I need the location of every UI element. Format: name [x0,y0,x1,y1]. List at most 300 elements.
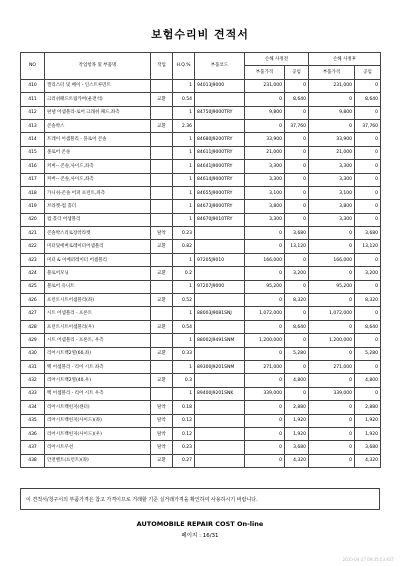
row-before-price: 1,072,000 [245,307,285,320]
row-after-labor: 8,640 [355,320,381,333]
row-no: 435 [21,414,45,427]
row-hq: 0.18 [173,401,195,414]
row-after-labor: 1,920 [355,427,381,440]
row-no: 422 [21,240,45,253]
table-row [21,267,381,280]
row-name: 컵 홀더 어셈블리 [45,213,151,226]
row-work: 탈착 [151,227,173,240]
row-name: 리어시트백2열(40,우) [45,374,151,387]
row-before-labor: 0 [285,106,309,119]
row-work [151,307,173,320]
row-before-labor: 5,280 [285,347,309,360]
table-row [21,160,381,173]
row-before-labor: 37,760 [285,119,309,132]
row-after-labor: 8,640 [355,93,381,106]
row-code: 84641J9000TRY [195,160,245,173]
row-after-price: 0 [309,441,355,454]
table-row [21,106,381,119]
row-code: 84655J9000TRY [195,186,245,199]
row-code: 84680J9200TRY [195,133,245,146]
row-work: 탈착 [151,427,173,440]
row-work [151,133,173,146]
col-work: 작업 [151,53,173,80]
estimate-table [20,52,381,468]
table-row [21,320,381,333]
row-code [195,93,245,106]
row-no: 420 [21,213,45,226]
row-work [151,79,173,92]
row-no: 412 [21,106,45,119]
col-before: 손해 사정전 [245,53,309,66]
row-before-labor: 0 [285,133,309,146]
row-after-labor: 0 [355,360,381,373]
row-no: 414 [21,133,45,146]
row-code: 97207J9000 [195,280,245,293]
row-after-labor: 2,880 [355,401,381,414]
row-hq: 1 [173,280,195,293]
row-name: 브라켓-컵 홀더 [45,200,151,213]
row-hq: 1 [173,160,195,173]
row-code [195,119,245,132]
row-hq: 0.23 [173,227,195,240]
row-before-price: 271,000 [245,360,285,373]
row-no: 411 [21,93,45,106]
row-no: 432 [21,374,45,387]
row-before-price: 3,800 [245,200,285,213]
row-before-price: 339,000 [245,387,285,400]
row-after-labor: 0 [355,79,381,92]
row-hq: 1 [173,106,195,119]
row-name: 커버-- 콘솔,사이드,좌측 [45,173,151,186]
row-after-labor: 37,760 [355,119,381,132]
row-after-labor: 0 [355,334,381,347]
row-after-price: 0 [309,374,355,387]
row-after-labor: 0 [355,213,381,226]
table-row [21,93,381,106]
row-after-price: 3,300 [309,173,355,186]
row-before-price: 0 [245,320,285,333]
row-code [195,374,245,387]
row-after-price: 1,200,000 [309,334,355,347]
col-hq: H.Q.% [173,53,195,80]
row-work [151,200,173,213]
row-no: 425 [21,280,45,293]
row-no: 424 [21,267,45,280]
row-code [195,401,245,414]
row-name: 크러쉬패드트림카버(운전석) [45,93,151,106]
row-no: 413 [21,119,45,132]
table-row [21,374,381,387]
row-no: 421 [21,227,45,240]
row-after-labor: 5,280 [355,347,381,360]
row-hq: 0.27 [173,454,195,467]
row-work: 교환 [151,320,173,333]
row-hq: 0.2 [173,267,195,280]
row-hq: 0.23 [173,441,195,454]
row-no: 427 [21,307,45,320]
row-work: 교환 [151,374,173,387]
row-hq: 2.36 [173,119,195,132]
table-row [21,454,381,467]
row-work [151,334,173,347]
row-before-price: 3,300 [245,173,285,186]
row-before-labor: 0 [285,200,309,213]
row-code [195,454,245,467]
row-code: 97205J9010 [195,253,245,266]
row-hq: 1 [173,387,195,400]
row-after-labor: 0 [355,253,381,266]
table-row [21,79,381,92]
row-after-price: 271,000 [309,360,355,373]
row-after-labor: 0 [355,146,381,159]
row-after-labor: 0 [355,106,381,119]
row-before-price: 0 [245,441,285,454]
col-no: NO [21,53,45,80]
row-after-labor: 0 [355,307,381,320]
row-hq: 1 [173,200,195,213]
row-name: 몰로어 콘솔 [45,146,151,159]
row-before-labor: 0 [285,253,309,266]
row-before-labor: 0 [285,79,309,92]
row-hq: 1 [173,253,195,266]
row-name: 백 어셈블리 - 리어 시트 우측 [45,387,151,400]
row-before-price: 0 [245,119,285,132]
table-row [21,240,381,253]
table-row [21,146,381,159]
table-row [21,334,381,347]
row-after-labor: 4,320 [355,454,381,467]
row-work: 교환 [151,119,173,132]
row-no: 436 [21,427,45,440]
row-name: 리어시트백힌지(센터) [45,401,151,414]
row-name: 블로어 유니트 [45,280,151,293]
table-row [21,347,381,360]
table-row [21,280,381,293]
row-code: 84750J9000TRY [195,106,245,119]
row-code: 84614J9000TRY [195,173,245,186]
table-row [21,186,381,199]
row-name: 판넬 어셈블리-로어 크래쉬 패드,좌측 [45,106,151,119]
row-no: 437 [21,441,45,454]
row-work [151,360,173,373]
row-before-labor: 0 [285,173,309,186]
row-after-labor: 1,920 [355,414,381,427]
row-code [195,294,245,307]
row-before-price: 0 [245,414,285,427]
row-after-price: 166,000 [309,253,355,266]
row-after-labor: 0 [355,186,381,199]
row-before-labor: 8,640 [285,320,309,333]
row-before-price: 1,200,000 [245,334,285,347]
row-work: 교환 [151,240,173,253]
row-name: 트레이 어셈블리 - 플로어 콘솔 [45,133,151,146]
row-before-price: 0 [245,347,285,360]
row-before-labor: 0 [285,213,309,226]
row-work: 교환 [151,93,173,106]
row-before-labor: 3,680 [285,441,309,454]
row-code [195,320,245,333]
row-after-price: 3,300 [309,213,355,226]
row-work [151,387,173,400]
row-hq: 1 [173,133,195,146]
row-hq: 1 [173,213,195,226]
row-code [195,267,245,280]
row-code: 89300J9201SNM [195,360,245,373]
row-work: 교환 [151,454,173,467]
row-before-labor: 0 [285,186,309,199]
footer-title: AUTOMOBILE REPAIR COST On-line [136,520,264,528]
row-before-labor: 4,800 [285,374,309,387]
row-after-price: 3,100 [309,186,355,199]
row-hq: 1 [173,146,195,159]
row-after-price: 0 [309,119,355,132]
row-after-price: 0 [309,227,355,240]
row-after-price: 0 [309,320,355,333]
row-before-labor: 3,680 [285,227,309,240]
row-before-price: 0 [245,93,285,106]
row-before-price: 0 [245,427,285,440]
row-after-labor: 8,320 [355,294,381,307]
row-work: 탈착 [151,414,173,427]
row-after-labor: 0 [355,133,381,146]
row-work [151,146,173,159]
table-row [21,427,381,440]
row-no: 423 [21,253,45,266]
row-before-price: 231,000 [245,79,285,92]
table-row [21,200,381,213]
row-name: 프런트시트어셈블리(좌) [45,294,151,307]
row-before-price: 9,800 [245,106,285,119]
row-code [195,427,245,440]
print-timestamp: 2020-04-27 09:35:53 KST [342,557,394,562]
row-no: 438 [21,454,45,467]
row-hq: 0.3 [173,374,195,387]
page-number: 페이지 : 16/31 [181,533,219,539]
row-after-price: 0 [309,401,355,414]
row-after-price: 0 [309,347,355,360]
row-hq: 1 [173,334,195,347]
col-before-labor: 공임 [285,66,309,79]
table-row [21,173,381,186]
row-hq: 0.12 [173,414,195,427]
row-before-labor: 0 [285,280,309,293]
row-after-price: 0 [309,454,355,467]
row-name: 시트 어셈블리 - 프론트 [45,307,151,320]
row-before-labor: 13,120 [285,240,309,253]
row-after-labor: 0 [355,160,381,173]
row-no: 417 [21,173,45,186]
row-work [151,253,173,266]
row-before-price: 3,300 [245,213,285,226]
row-name: 안전벨트(프런트)(좌) [45,454,151,467]
row-after-labor: 3,200 [355,267,381,280]
col-code: 부품코드 [195,53,245,80]
row-no: 433 [21,387,45,400]
row-after-price: 0 [309,427,355,440]
row-before-price: 0 [245,227,285,240]
row-name: 콘솔박스 [45,119,151,132]
row-after-labor: 3,680 [355,441,381,454]
row-hq: 0.54 [173,320,195,333]
row-name: 미터 & 이베퍼레이터 어셈블리 [45,253,151,266]
row-no: 410 [21,79,45,92]
row-after-labor: 0 [355,387,381,400]
row-before-labor: 8,640 [285,93,309,106]
row-before-labor: 0 [285,387,309,400]
row-before-price: 0 [245,240,285,253]
row-work: 교환 [151,347,173,360]
col-after-labor: 공임 [355,66,381,79]
row-after-price: 3,300 [309,160,355,173]
row-hq: 1 [173,360,195,373]
row-no: 419 [21,200,45,213]
row-name: 백 어셈블리 - 리어 시트 좌측 [45,360,151,373]
row-no: 431 [21,360,45,373]
table-row [21,294,381,307]
row-after-price: 1,072,000 [309,307,355,320]
row-before-price: 0 [245,267,285,280]
row-work [151,160,173,173]
row-hq: 0.52 [173,294,195,307]
table-row [21,441,381,454]
row-code: 89400J9201SNK [195,387,245,400]
row-before-price: 0 [245,401,285,414]
col-after: 손해 사정후 [309,53,381,66]
row-no: 429 [21,334,45,347]
row-after-labor: 13,120 [355,240,381,253]
row-work [151,213,173,226]
row-after-price: 3,800 [309,200,355,213]
row-before-labor: 0 [285,307,309,320]
row-name: 리어시트쿠션 [45,441,151,454]
row-no: 418 [21,186,45,199]
row-before-labor: 4,320 [285,454,309,467]
row-after-price: 0 [309,267,355,280]
header-row [21,53,381,66]
row-no: 428 [21,320,45,333]
row-before-price: 3,300 [245,160,285,173]
table-row [21,213,381,226]
row-before-price: 3,100 [245,186,285,199]
row-no: 416 [21,160,45,173]
row-hq: 0.33 [173,347,195,360]
row-code: 84673J9000TRY [195,200,245,213]
col-name: 작업항목 및 부품명 [45,53,151,80]
row-hq: 0.82 [173,240,195,253]
row-code [195,347,245,360]
row-before-price: 0 [245,454,285,467]
row-before-labor: 1,920 [285,414,309,427]
row-after-price: 33,900 [309,133,355,146]
row-no: 426 [21,294,45,307]
row-after-price: 231,000 [309,79,355,92]
table-row [21,253,381,266]
row-before-price: 166,000 [245,253,285,266]
row-work: 탈착 [151,441,173,454]
row-name: 블로어모닝 [45,267,151,280]
row-name: 리어시트백힌지(사이드)(좌) [45,414,151,427]
row-work: 탈착 [151,401,173,414]
table-row [21,307,381,320]
row-before-labor: 3,200 [285,267,309,280]
row-work [151,186,173,199]
table-row [21,401,381,414]
row-after-labor: 0 [355,200,381,213]
table-row [21,133,381,146]
table-row [21,387,381,400]
row-hq: 1 [173,173,195,186]
row-code: 84670J9010TRY [195,213,245,226]
row-after-price: 21,000 [309,146,355,159]
document-title: 보험수리비 견적서 [151,28,249,41]
row-code: 84611J9000TRY [195,146,245,159]
row-hq: 1 [173,307,195,320]
row-code [195,227,245,240]
row-before-labor: 0 [285,334,309,347]
row-work: 교환 [151,294,173,307]
row-name: 가니쉬-콘솔 어퍼 프런트,좌측 [45,186,151,199]
row-before-price: 21,000 [245,146,285,159]
row-work [151,280,173,293]
row-no: 430 [21,347,45,360]
row-before-labor: 0 [285,360,309,373]
row-name: 프런트시트어셈블리(우) [45,320,151,333]
row-after-labor: 3,680 [355,227,381,240]
row-hq: 1 [173,186,195,199]
row-code [195,414,245,427]
row-code: 94013J9000 [195,79,245,92]
col-before-price: 부품가격 [245,66,285,79]
row-after-price: 95,200 [309,280,355,293]
row-before-labor: 0 [285,160,309,173]
row-after-labor: 0 [355,280,381,293]
row-before-price: 0 [245,374,285,387]
row-before-price: 0 [245,294,285,307]
row-code [195,441,245,454]
col-after-price: 부품가격 [309,66,355,79]
row-no: 434 [21,401,45,414]
row-work [151,173,173,186]
row-name: 리어시트백2열(60,좌) [45,347,151,360]
row-before-price: 33,900 [245,133,285,146]
row-hq: 1 [173,79,195,92]
row-after-price: 0 [309,294,355,307]
row-name: 콘솔박스리로장착라켓 [45,227,151,240]
row-name: 커버-- 콘솔,사이드,좌측 [45,160,151,173]
row-name: 캘리스터 및 베이 - 인스트루먼트 [45,79,151,92]
row-after-price: 0 [309,93,355,106]
row-after-price: 0 [309,414,355,427]
row-before-labor: 2,880 [285,401,309,414]
row-hq: 0.54 [173,93,195,106]
row-code: 88002J9491SNM [195,334,245,347]
row-name: 시트 어셈블리 - 프론트, 우측 [45,334,151,347]
row-code: 88003J9081SNJ [195,307,245,320]
row-before-price: 95,200 [245,280,285,293]
row-hq: 0.12 [173,427,195,440]
row-after-price: 0 [309,240,355,253]
row-after-price: 9,800 [309,106,355,119]
row-work [151,106,173,119]
notice-text: 이 견적서/청구서의 부품가격은 참고 가격이므로 거래할 기준 실거래가격을 확인하여 사용하시기 바랍니다. [20,488,380,510]
row-before-labor: 0 [285,146,309,159]
row-work: 교환 [151,267,173,280]
row-before-labor: 1,920 [285,427,309,440]
row-after-price: 339,000 [309,387,355,400]
row-name: 미터및에버로레이터어셈블리 [45,240,151,253]
row-before-labor: 8,320 [285,294,309,307]
table-row [21,360,381,373]
